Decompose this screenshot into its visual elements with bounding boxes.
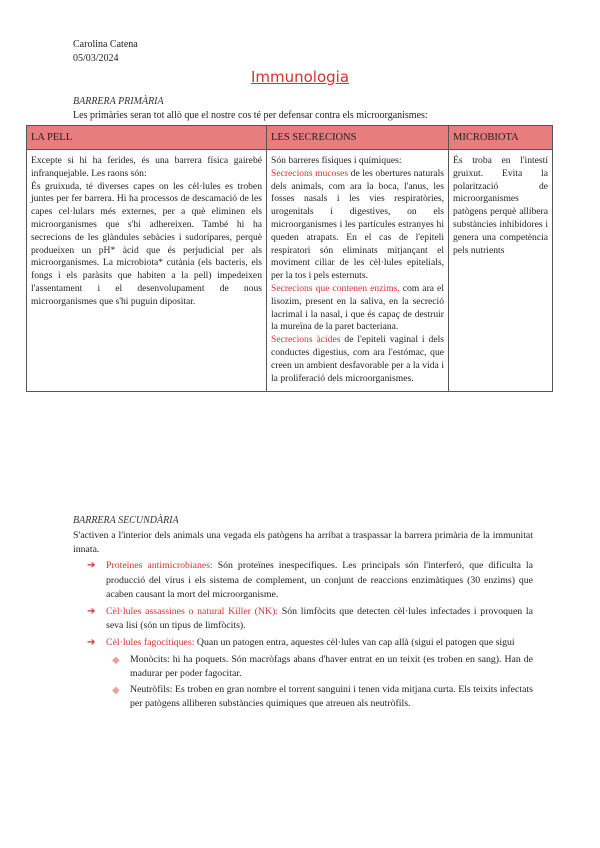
arrow-right-icon: ➔ xyxy=(87,637,96,649)
diamond-bullet-icon: ◆ xyxy=(112,685,120,697)
primary-barrier-intro: Les primàries seran tot allò que el nostre cos té per defensar contra els microorganismes: xyxy=(73,110,428,121)
secrecions-acides-text: de l'epiteli vaginal i dels conductes digestius, com ara l'estómac, que creen un ambient desfavorable per a la vida i la proliferació dels microorganismes. xyxy=(271,334,444,384)
table-body-row xyxy=(27,155,553,392)
header-microbiota: MICROBIOTA xyxy=(449,126,553,150)
sub-list-item xyxy=(106,683,533,711)
list-item xyxy=(73,636,533,711)
header-les-secrecions: LES SECRECIONS xyxy=(267,126,449,150)
secondary-barrier-list xyxy=(73,559,533,711)
table-header-row xyxy=(27,126,553,150)
secrecions-enzims-text: com ara el lisozim, present en la saliva, en la secreció lacrimal i la nasal, i que és capaç de destruir la mureïna de la paret bacteriana. xyxy=(271,282,444,333)
secrecions-acides xyxy=(271,334,444,385)
secondary-barrier-intro: S'activen a l'interior dels animals una vegada els patògens ha arribat a traspassar la barrera primària de la immunitat innata. xyxy=(73,530,533,556)
item-text: Són proteïnes inespecífiques. Les principals són l'interferó, que dificulta la producció del virus i els sistema de complement, un conjunt de reaccions enzimàtiques (30 enzims) que acaben causant la mort del microorganisme. xyxy=(106,560,534,600)
secrecions-intro: Són barreres físiques i químiques: xyxy=(271,155,402,166)
arrow-right-icon: ➔ xyxy=(87,560,96,572)
item-label: Cèl·lules fagocítiques: xyxy=(106,637,195,649)
sub-list-item xyxy=(106,653,533,681)
sub-item-text: Monòcits: hi ha poquets. Són macròfags abans d'haver entrat en un teixit (es troben en sang). Han de madurar per poder fagocitar. xyxy=(130,653,533,679)
pell-intro: Excepte si hi ha ferides, és una barrera física gairebé infranquejable. Les raons són: xyxy=(31,155,262,179)
page-title: Immunologia xyxy=(250,68,350,86)
phagocyte-sublist xyxy=(106,653,533,712)
cell-microbiota xyxy=(449,155,553,392)
diamond-bullet-icon: ◆ xyxy=(112,654,120,666)
pell-reasons: És gruixuda, té diverses capes on les cèl·lules es troben juntes per fer barrera. Hi ha processos de descamació de les capes cel·lulars més externes, per a què eliminen els microorganismes que s'hi adhereixen. També hi ha secrecions de les glàndules sebàcies i sudorípares, perquè produeixen un pH* àcid que és perjudicial per als microorganismes. La microbiota* cutània (els bacteris, els fongs i els paràsits que habiten a la pell) impedeixen l'assentament i el desenvolupament de nous microorganismes que s'hi puguin dipositar. xyxy=(31,180,262,307)
primary-barrier-table xyxy=(26,125,553,392)
list-item xyxy=(73,605,533,633)
author-block xyxy=(73,38,138,66)
secrecions-enzims-label: Secrecions que contenen enzims, xyxy=(271,282,400,294)
secrecions-mucoses-text: de les obertures naturals dels animals, com ara la boca, l'anus, les fosses nasals i les vies respiratòries, urogenitals i digestives, on els microorganismes i les partícules estranyes hi queden atrapats. En el cas de l'epiteli respiratori són eliminats mitjançant el moviment ciliar de les cèl·lules epitelials, per la tos i pels esternuts. xyxy=(271,167,444,282)
cell-les-secrecions xyxy=(267,155,449,392)
cell-la-pell xyxy=(27,155,267,392)
item-label: Cèl·lules assassines o natural Killer (NK): xyxy=(106,606,279,618)
secrecions-acides-label: Secrecions àcides xyxy=(271,334,341,346)
sub-item-text: Neutròfils: Es troben en gran nombre el torrent sanguini i tenen vida mitjana curta. Els teixits infectats per patògens alliberen substàncies químiques que atreuen als neutròfils. xyxy=(130,684,533,710)
list-item xyxy=(73,559,533,602)
secondary-barrier-section xyxy=(73,529,533,714)
document-date: 05/03/2024 xyxy=(73,53,119,64)
primary-barrier-heading: BARRERA PRIMÀRIA xyxy=(73,96,164,107)
arrow-right-icon: ➔ xyxy=(87,606,96,618)
secrecions-mucoses xyxy=(271,168,444,283)
item-text: Són limfòcits que detecten cèl·lules infectades i provoquen la seva lisi (són un tipus de limfòcits). xyxy=(106,606,533,632)
author-name: Carolina Catena xyxy=(73,39,138,50)
secrecions-mucoses-label: Secrecions mucoses xyxy=(271,167,349,179)
header-la-pell: LA PELL xyxy=(27,126,267,150)
microbiota-text: És troba en l'intestí gruixut. Evita la polarització de microorganismes patògens perquè allibera substàncies inhibidores i genera una competència pels nutrients xyxy=(453,155,548,256)
item-text: Quan un patogen entra, aquestes cèl·lules van cap allà (sigui el patogen que sigui xyxy=(194,637,515,649)
item-label: Proteïnes antimicrobianes: xyxy=(106,560,213,572)
secondary-barrier-heading: BARRERA SECUNDÀRIA xyxy=(73,515,179,526)
secrecions-enzims xyxy=(271,283,444,334)
